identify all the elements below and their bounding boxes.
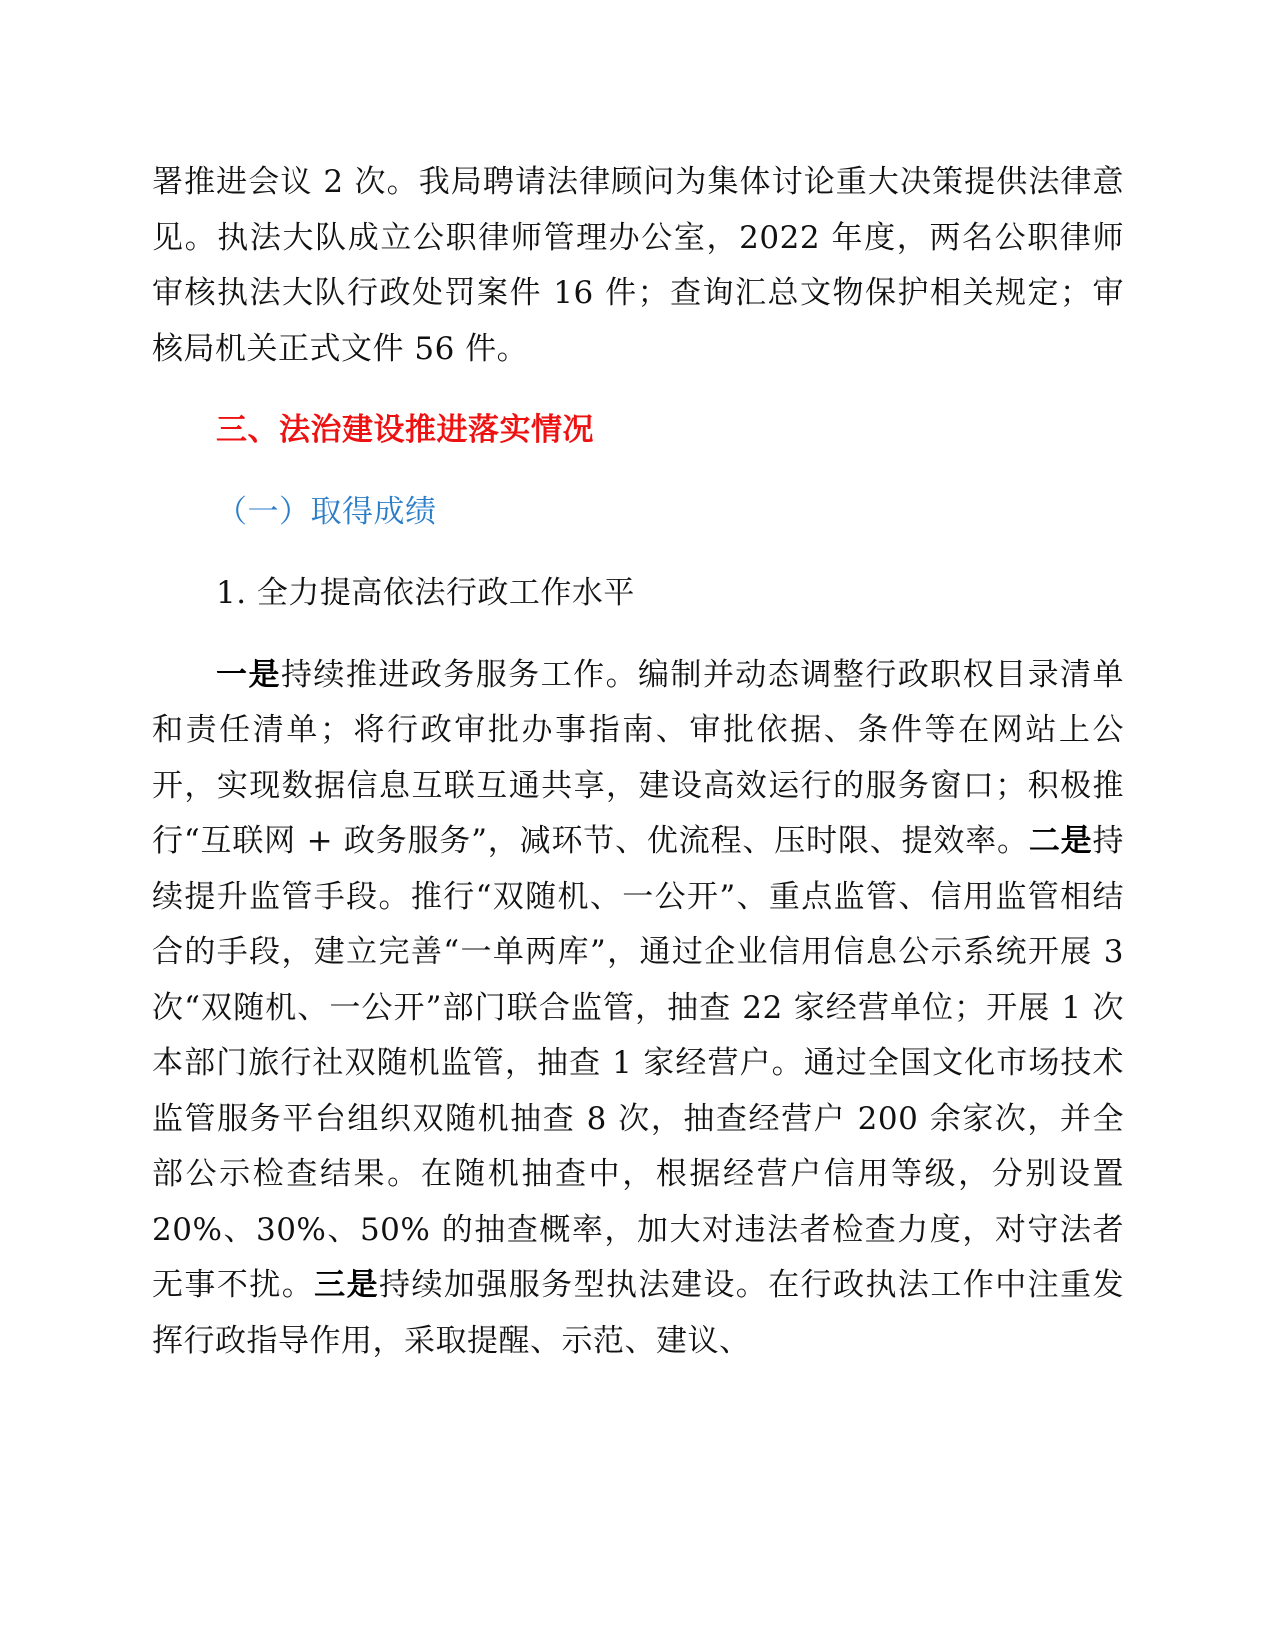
body-text-first: 持续推进政务服务工作。编制并动态调整行政职权目录清单和责任清单；将行政审批办事指南、审批依据、条件等在网站上公开，实现数据信息互联互通共享，建设高效运行的服务窗口；积极推行“互联网 + 政务服务”，减环节、优流程、压时限、提效率。 <box>152 656 1125 859</box>
document-body <box>152 155 1124 1369</box>
body-paragraph <box>152 648 1124 1370</box>
item-heading: 1. 全力提高依法行政工作水平 <box>216 575 635 611</box>
keyword-first: 一是 <box>216 656 281 693</box>
body-text-second: 持续提升监管手段。推行“双随机、一公开”、重点监管、信用监管相结合的手段，建立完善“一单两库”，通过企业信用信息公示系统开展 3 次“双随机、一公开”部门联合监管，抽查 22 家经营单位；开展 1 次本部门旅行社双随机监管，抽查 1 家经营户。通过全国文化市场技术监管服务平台组织双随机抽查 8 次，抽查经营户 200 余家次，并全部公示检查结果。在随机抽查中，根据经营户信用等级，分别设置 20%、30%、50% 的抽查概率，加大对违法者检查力度，对守法者无事不扰。 <box>152 823 1124 1303</box>
body-text-third: 持续加强服务型执法建设。在行政执法工作中注重发挥行政指导作用，采取提醒、示范、建议、 <box>152 1267 1125 1359</box>
keyword-third: 三是 <box>314 1267 380 1303</box>
subsection-heading: （一）取得成绩 <box>216 493 437 530</box>
section-heading: 三、法治建设推进落实情况 <box>216 412 594 448</box>
continued-paragraph: 署推进会议 2 次。我局聘请法律顾问为集体讨论重大决策提供法律意见。执法大队成立公职律师管理办公室，2022 年度，两名公职律师审核执法大队行政处罚案件 16 件；查询汇总文物保护相关规定；审核局机关正式文件 56 件。 <box>152 164 1124 367</box>
keyword-second: 二是 <box>1028 823 1093 859</box>
